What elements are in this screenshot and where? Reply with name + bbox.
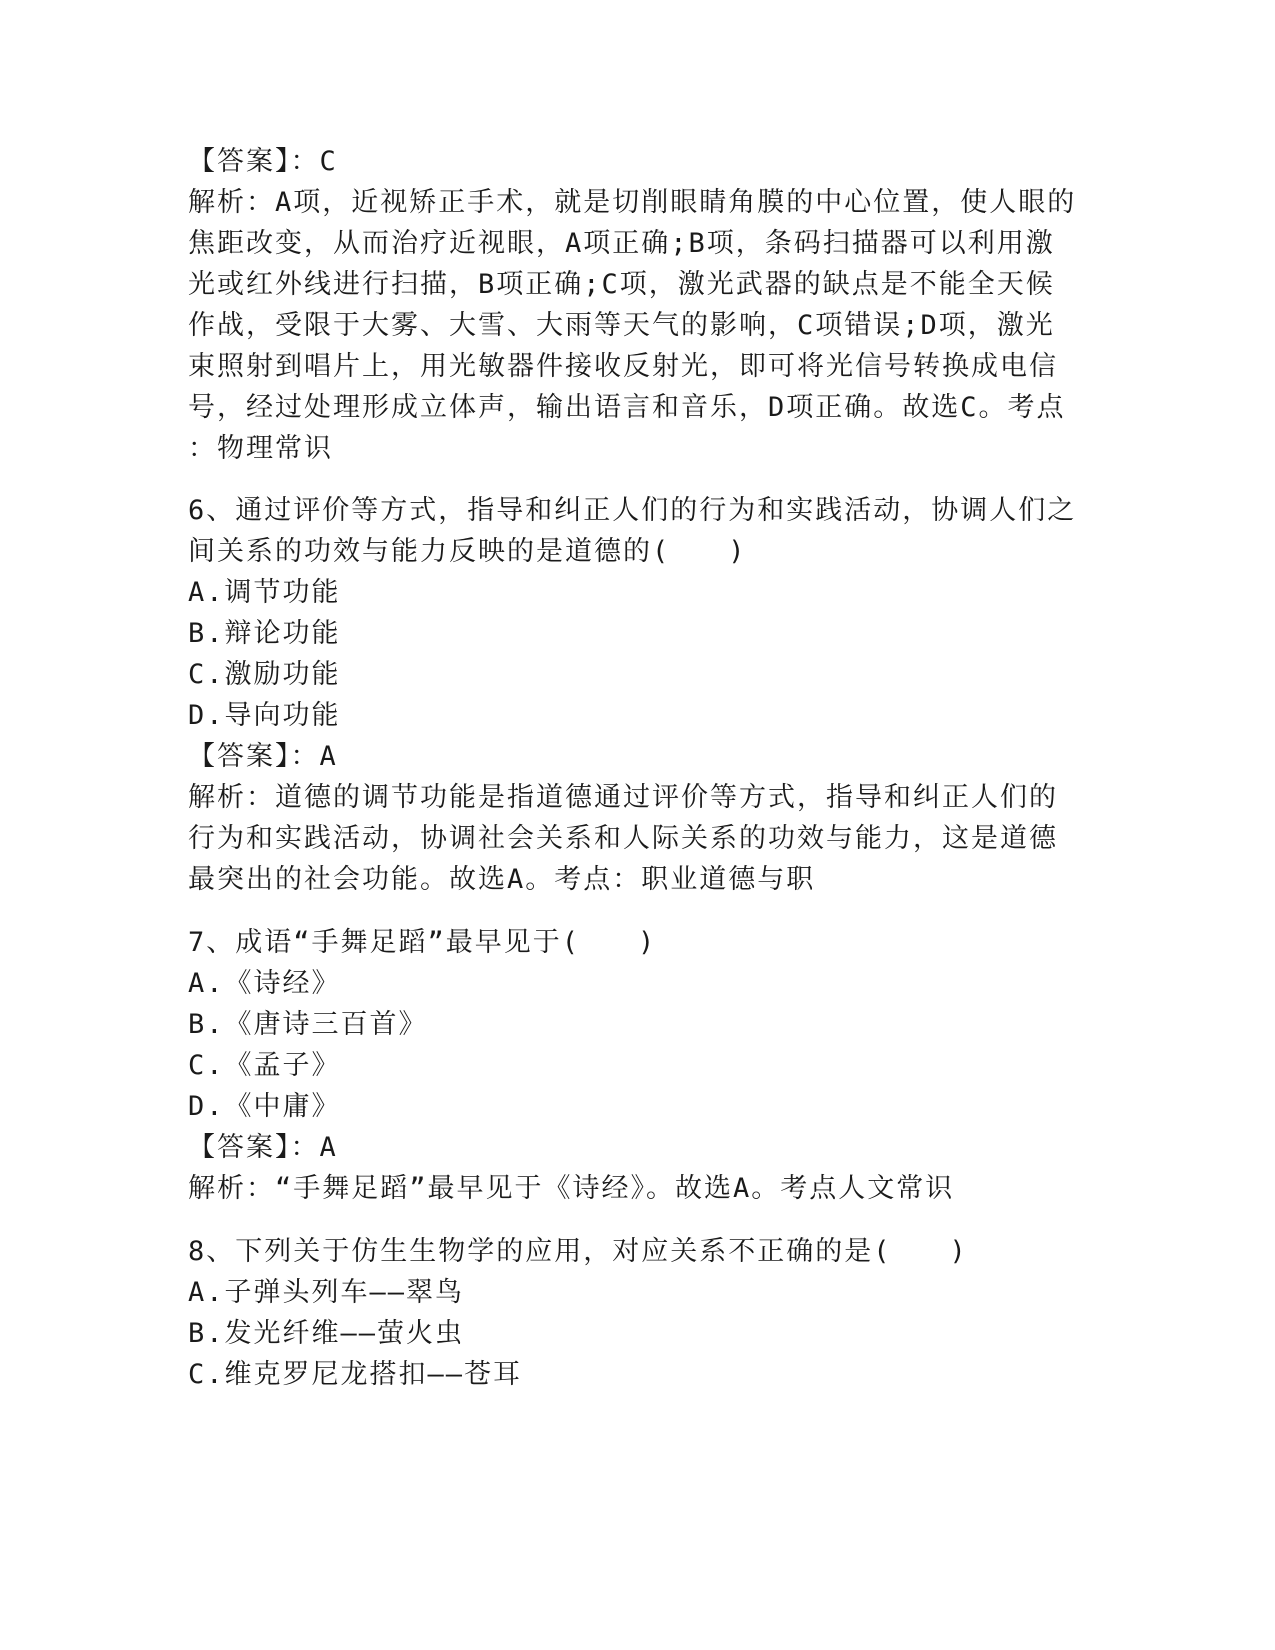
q5-analysis-line: ：物理常识 bbox=[188, 433, 333, 464]
q7-answer: 【答案】：A bbox=[188, 1132, 338, 1163]
q6-option-a: A.调节功能 bbox=[188, 577, 341, 608]
q8-option-c: C.维克罗尼龙搭扣——苍耳 bbox=[188, 1359, 523, 1390]
q6-option-d: D.导向功能 bbox=[188, 700, 341, 731]
q5-analysis-line: 束照射到唱片上，用光敏器件接收反射光，即可将光信号转换成电信 bbox=[188, 351, 1058, 382]
q6-analysis-line: 最突出的社会功能。故选A。考点：职业道德与职 bbox=[188, 864, 816, 895]
q5-analysis-line: 焦距改变，从而治疗近视眼，A项正确;B项，条码扫描器可以利用激 bbox=[188, 228, 1055, 259]
q6-analysis-line: 解析：道德的调节功能是指道德通过评价等方式，指导和纠正人们的 bbox=[188, 782, 1058, 813]
q8-option-b: B.发光纤维——萤火虫 bbox=[188, 1318, 465, 1349]
q6-analysis-line: 行为和实践活动，协调社会关系和人际关系的功效与能力，这是道德 bbox=[188, 823, 1058, 854]
q6-answer: 【答案】：A bbox=[188, 741, 338, 772]
q5-answer: 【答案】：C bbox=[188, 146, 338, 177]
q5-analysis-line: 解析：A项，近视矫正手术，就是切削眼睛角膜的中心位置，使人眼的 bbox=[188, 187, 1077, 218]
q7-option-a: A.《诗经》 bbox=[188, 968, 341, 999]
q8-option-a: A.子弹头列车——翠鸟 bbox=[188, 1277, 465, 1308]
q7-option-c: C.《孟子》 bbox=[188, 1050, 341, 1081]
q7-analysis-line: 解析：“手舞足蹈”最早见于《诗经》。故选A。考点人文常识 bbox=[188, 1173, 955, 1204]
q7-question-line: 7、成语“手舞足蹈”最早见于( ) bbox=[188, 927, 657, 958]
q6-option-c: C.激励功能 bbox=[188, 659, 341, 690]
q8-question-line: 8、下列关于仿生生物学的应用，对应关系不正确的是( ) bbox=[188, 1236, 968, 1267]
q5-analysis-line: 作战，受限于大雾、大雪、大雨等天气的影响，C项错误;D项，激光 bbox=[188, 310, 1055, 341]
q7-option-d: D.《中庸》 bbox=[188, 1091, 341, 1122]
q6-option-b: B.辩论功能 bbox=[188, 618, 341, 649]
q5-analysis-line: 号，经过处理形成立体声，输出语言和音乐，D项正确。故选C。考点 bbox=[188, 392, 1066, 423]
q6-question-line: 间关系的功效与能力反映的是道德的( ) bbox=[188, 536, 747, 567]
q5-analysis-line: 光或红外线进行扫描，B项正确;C项，激光武器的缺点是不能全天候 bbox=[188, 269, 1055, 300]
q6-question-line: 6、通过评价等方式，指导和纠正人们的行为和实践活动，协调人们之 bbox=[188, 495, 1077, 526]
q7-option-b: B.《唐诗三百首》 bbox=[188, 1009, 428, 1040]
